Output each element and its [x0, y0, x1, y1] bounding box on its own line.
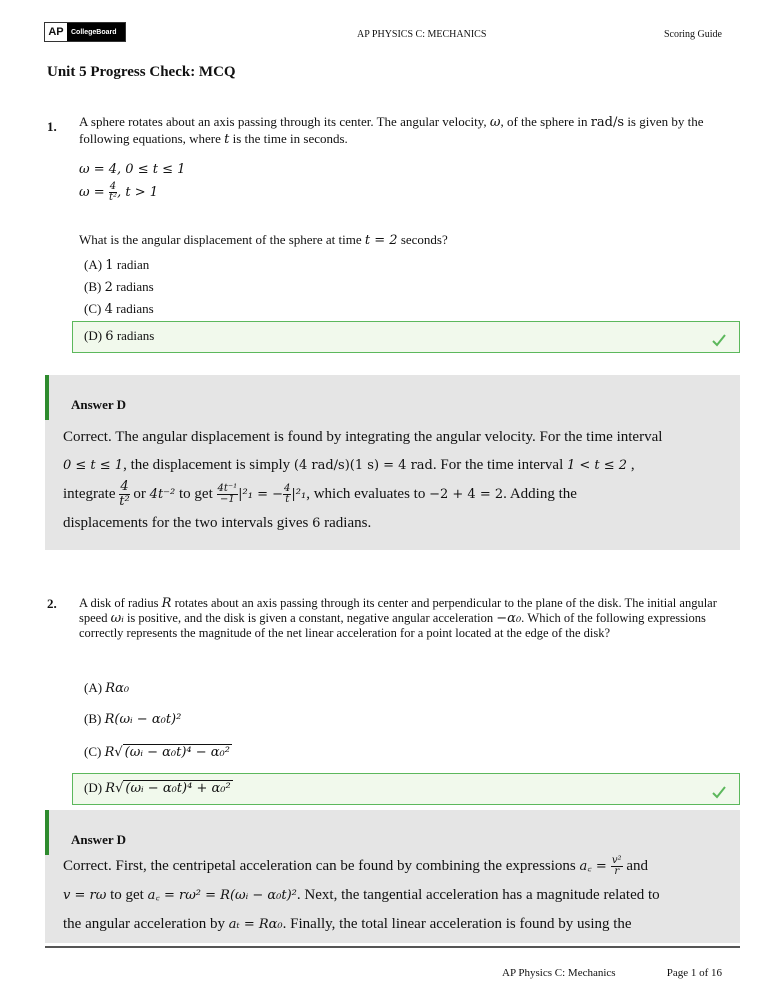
- answer-explanation: [45, 375, 740, 550]
- answer-text: Correct. First, the centripetal acceleration can be found by combining the expressions a꜀ = $\frac{\text{v²}}{r}$ and v = rω to get a꜀ = rω² = R(ωᵢ − α₀t)². Next, the tangential acceleration has a magnitude related to the angular acceleration by aₜ = Rα₀. Finally, the total linear acceleration is found by using the: [63, 855, 660, 932]
- question-number: 2.: [47, 596, 57, 611]
- equation-1: ω = 4, 0 ≤ t ≤ 1: [79, 162, 186, 177]
- option-a[interactable]: (A) Rα₀: [84, 680, 130, 696]
- logo-collegeboard: CollegeBoard: [67, 23, 125, 41]
- footer-course: AP Physics C: Mechanics: [502, 967, 616, 979]
- answer-heading: Answer D: [71, 397, 127, 412]
- option-b[interactable]: (B) R(ωᵢ − α₀t)²: [84, 711, 182, 727]
- answer-heading: Answer D: [71, 832, 127, 847]
- ap-collegeboard-logo: [44, 22, 126, 42]
- checkmark-icon: [711, 332, 727, 348]
- header-doc-type: Scoring Guide: [663, 29, 722, 40]
- logo-ap: AP: [45, 23, 67, 41]
- question-text: A sphere rotates about an axis passing through its center. The angular velocity, ω, of the sphere in rad/s is given by the following equations, where t is the time in seconds.: [79, 114, 704, 147]
- answer-bar: [45, 810, 49, 855]
- question-number: 1.: [47, 119, 57, 134]
- page-number: Page 1 of 16: [666, 967, 722, 979]
- header-course: AP PHYSICS C: MECHANICS: [357, 29, 487, 40]
- answer-text: Correct. The angular displacement is found by integrating the angular velocity. For the time interval 0 ≤ t ≤ 1, the displacement is simply (4 rad/s)(1 s) = 4 rad. For the time interval 1 < t ≤ 2 , integrate $\frac{4}{\text{t²}}$ or 4t⁻² to get $\frac{\text{4t⁻¹}}{-1}$ |²₁ = − $\frac{4}{t}$ |²₁, which evaluates to −2 + 4 = 2. Adding the displacements for the two intervals gives 6 radians.: [63, 429, 663, 532]
- option-d-selected[interactable]: (D) 6 radians: [72, 321, 740, 353]
- equation-2: ω = $\frac{4}{\text{t²}}$ , t > 1: [79, 181, 159, 203]
- footer-divider: [45, 946, 740, 948]
- answer-explanation: [45, 810, 740, 943]
- option-c[interactable]: (C) R√ (ωᵢ − α₀t)⁴ − α₀²: [84, 744, 230, 760]
- option-b[interactable]: (B) 2 radians: [84, 279, 154, 295]
- question-text: A disk of radius R rotates about an axis passing through its center and perpendicular to the plane of the disk. The initial angular speed ωᵢ is positive, and the disk is given a constant, negative angular acceleration −α₀. Which of the following expressions correctly represents the magnitude of the net linear acceleration for a point located at the edge of the disk?: [79, 596, 717, 640]
- option-a[interactable]: (A) 1 radian: [84, 257, 150, 273]
- option-d-selected[interactable]: (D) R√ (ωᵢ − α₀t)⁴ + α₀²: [72, 773, 740, 805]
- question-prompt: What is the angular displacement of the sphere at time t = 2 seconds?: [79, 232, 448, 248]
- checkmark-icon: [711, 784, 727, 800]
- page-title: Unit 5 Progress Check: MCQ: [47, 64, 236, 80]
- answer-bar: [45, 375, 49, 420]
- option-c[interactable]: (C) 4 radians: [84, 301, 154, 317]
